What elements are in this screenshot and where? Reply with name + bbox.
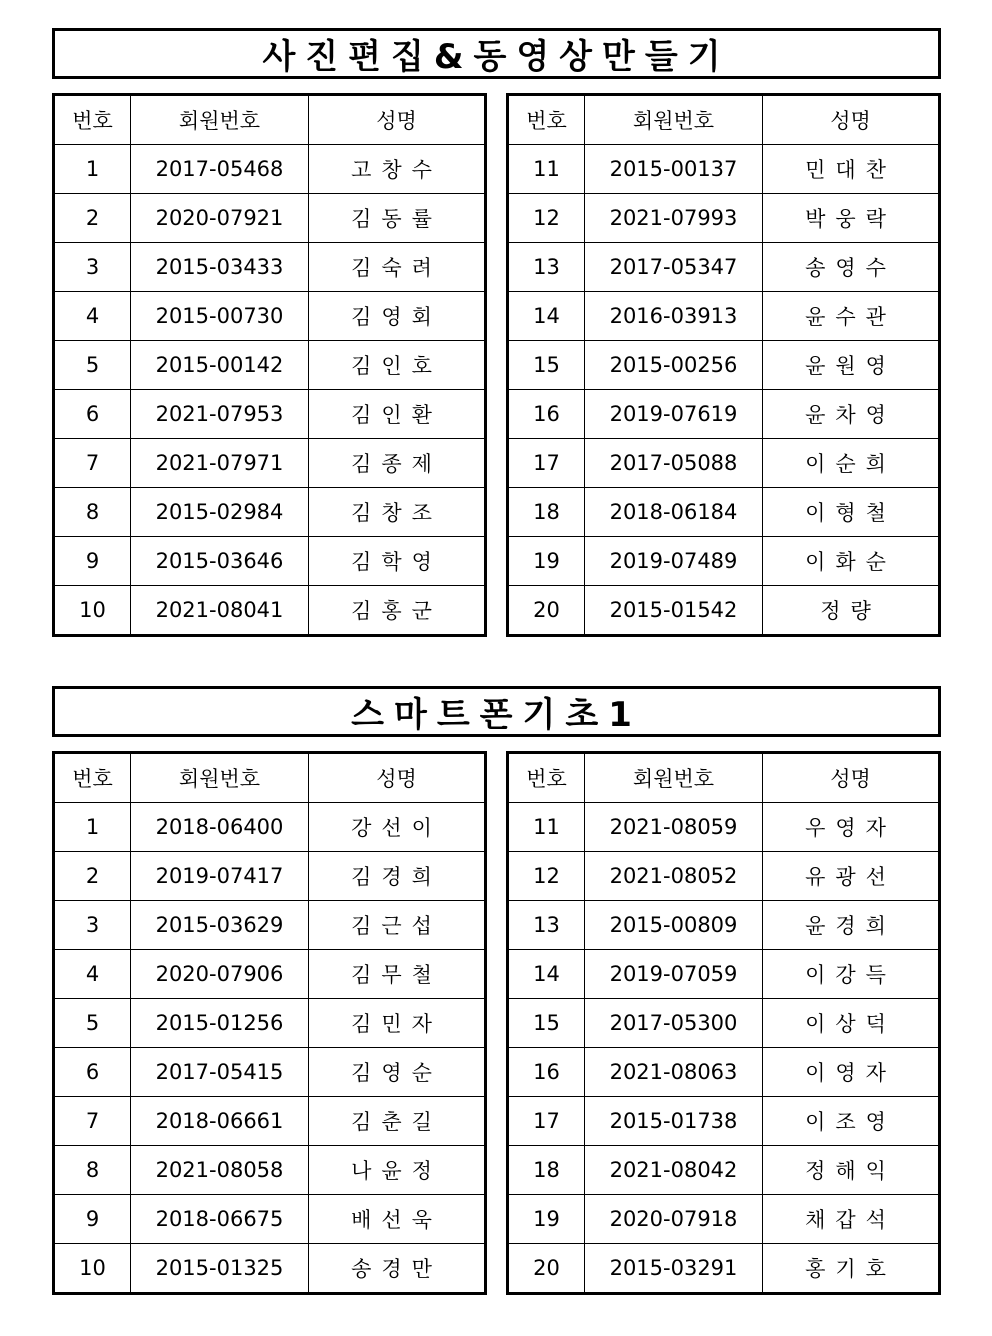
header-no: 번호 <box>54 753 131 803</box>
cell-name: 이상덕 <box>763 999 940 1048</box>
header-no: 번호 <box>54 95 131 145</box>
header-no: 번호 <box>508 95 585 145</box>
header-name: 성명 <box>309 753 486 803</box>
table-row <box>508 1244 940 1294</box>
cell-name: 송영수 <box>763 243 940 292</box>
cell-name: 윤수관 <box>763 292 940 341</box>
cell-name: 김동률 <box>309 194 486 243</box>
cell-member-id: 2017-05300 <box>585 999 763 1048</box>
cell-member-id: 2015-03433 <box>131 243 309 292</box>
cell-member-id: 2015-00142 <box>131 341 309 390</box>
table-row <box>508 194 940 243</box>
cell-member-id: 2018-06661 <box>131 1097 309 1146</box>
table-row <box>508 950 940 999</box>
table-row <box>508 439 940 488</box>
cell-no: 5 <box>54 999 131 1048</box>
table-row <box>54 1244 486 1294</box>
cell-no: 3 <box>54 901 131 950</box>
cell-name: 김종제 <box>309 439 486 488</box>
cell-name: 윤차영 <box>763 390 940 439</box>
cell-name: 김인환 <box>309 390 486 439</box>
cell-no: 11 <box>508 145 585 194</box>
cell-name: 채갑석 <box>763 1195 940 1244</box>
roster-tables <box>52 93 941 642</box>
cell-member-id: 2017-05415 <box>131 1048 309 1097</box>
cell-no: 5 <box>54 341 131 390</box>
cell-no: 3 <box>54 243 131 292</box>
cell-name: 배선욱 <box>309 1195 486 1244</box>
cell-member-id: 2015-02984 <box>131 488 309 537</box>
cell-no: 17 <box>508 439 585 488</box>
cell-member-id: 2017-05088 <box>585 439 763 488</box>
cell-member-id: 2015-00730 <box>131 292 309 341</box>
cell-no: 1 <box>54 145 131 194</box>
cell-no: 13 <box>508 901 585 950</box>
cell-member-id: 2017-05468 <box>131 145 309 194</box>
cell-member-id: 2015-00809 <box>585 901 763 950</box>
cell-name: 이형철 <box>763 488 940 537</box>
table-row <box>508 1097 940 1146</box>
cell-name: 민대찬 <box>763 145 940 194</box>
cell-name: 김학영 <box>309 537 486 586</box>
roster-table-left <box>52 751 487 1295</box>
cell-no: 6 <box>54 390 131 439</box>
cell-name: 김숙려 <box>309 243 486 292</box>
cell-no: 14 <box>508 950 585 999</box>
cell-name: 정해익 <box>763 1146 940 1195</box>
cell-no: 12 <box>508 852 585 901</box>
cell-name: 김무철 <box>309 950 486 999</box>
cell-member-id: 2021-08052 <box>585 852 763 901</box>
table-row <box>508 803 940 852</box>
table-row <box>508 1048 940 1097</box>
cell-name: 강선이 <box>309 803 486 852</box>
cell-no: 18 <box>508 1146 585 1195</box>
cell-member-id: 2020-07918 <box>585 1195 763 1244</box>
header-name: 성명 <box>763 95 940 145</box>
cell-member-id: 2018-06400 <box>131 803 309 852</box>
table-row <box>54 950 486 999</box>
table-row <box>508 145 940 194</box>
roster-table-right <box>506 751 941 1295</box>
table-header-row <box>508 95 940 145</box>
table-row <box>54 439 486 488</box>
cell-name: 김인호 <box>309 341 486 390</box>
table-row <box>54 1195 486 1244</box>
cell-no: 1 <box>54 803 131 852</box>
roster-table-right <box>506 93 941 637</box>
cell-name: 박웅락 <box>763 194 940 243</box>
cell-no: 2 <box>54 194 131 243</box>
cell-name: 유광선 <box>763 852 940 901</box>
cell-name: 김민자 <box>309 999 486 1048</box>
cell-member-id: 2015-01256 <box>131 999 309 1048</box>
cell-name: 이조영 <box>763 1097 940 1146</box>
cell-name: 우영자 <box>763 803 940 852</box>
cell-name: 홍기호 <box>763 1244 940 1294</box>
table-row <box>54 243 486 292</box>
cell-name: 김영회 <box>309 292 486 341</box>
cell-name: 나윤정 <box>309 1146 486 1195</box>
cell-member-id: 2018-06675 <box>131 1195 309 1244</box>
cell-member-id: 2021-07971 <box>131 439 309 488</box>
cell-member-id: 2019-07417 <box>131 852 309 901</box>
cell-no: 7 <box>54 439 131 488</box>
table-row <box>508 537 940 586</box>
table-row <box>54 1097 486 1146</box>
cell-no: 13 <box>508 243 585 292</box>
table-row <box>54 341 486 390</box>
cell-no: 18 <box>508 488 585 537</box>
cell-member-id: 2020-07921 <box>131 194 309 243</box>
table-header-row <box>508 753 940 803</box>
table-row <box>508 292 940 341</box>
header-name: 성명 <box>763 753 940 803</box>
cell-no: 8 <box>54 488 131 537</box>
roster-table-left <box>52 93 487 637</box>
cell-name: 윤경희 <box>763 901 940 950</box>
table-row <box>508 390 940 439</box>
cell-member-id: 2015-01325 <box>131 1244 309 1294</box>
cell-no: 8 <box>54 1146 131 1195</box>
cell-member-id: 2021-08059 <box>585 803 763 852</box>
cell-name: 이영자 <box>763 1048 940 1097</box>
cell-name: 김홍군 <box>309 586 486 636</box>
table-row <box>54 488 486 537</box>
table-header-row <box>54 95 486 145</box>
cell-member-id: 2015-03291 <box>585 1244 763 1294</box>
cell-member-id: 2019-07489 <box>585 537 763 586</box>
cell-member-id: 2021-08041 <box>131 586 309 636</box>
section-title: 사진편집&동영상만들기 <box>52 28 941 79</box>
table-row <box>54 292 486 341</box>
table-row <box>508 243 940 292</box>
cell-name: 김춘길 <box>309 1097 486 1146</box>
table-row <box>508 488 940 537</box>
class-section-photo-video <box>52 28 941 642</box>
table-row <box>508 1146 940 1195</box>
cell-name: 김경희 <box>309 852 486 901</box>
table-row <box>508 852 940 901</box>
cell-member-id: 2015-00256 <box>585 341 763 390</box>
table-row <box>54 390 486 439</box>
cell-no: 15 <box>508 999 585 1048</box>
table-row <box>54 194 486 243</box>
cell-member-id: 2019-07059 <box>585 950 763 999</box>
table-row <box>54 1146 486 1195</box>
section-title: 스마트폰기초1 <box>52 686 941 737</box>
header-member-id: 회원번호 <box>585 95 763 145</box>
cell-name: 윤원영 <box>763 341 940 390</box>
cell-member-id: 2021-08058 <box>131 1146 309 1195</box>
table-row <box>54 1048 486 1097</box>
cell-member-id: 2021-08042 <box>585 1146 763 1195</box>
table-row <box>508 999 940 1048</box>
cell-no: 10 <box>54 1244 131 1294</box>
cell-no: 7 <box>54 1097 131 1146</box>
cell-name: 이순희 <box>763 439 940 488</box>
cell-no: 16 <box>508 1048 585 1097</box>
cell-member-id: 2016-03913 <box>585 292 763 341</box>
class-section-smartphone-basics <box>52 686 941 1300</box>
cell-member-id: 2015-03629 <box>131 901 309 950</box>
table-row <box>54 145 486 194</box>
cell-no: 14 <box>508 292 585 341</box>
cell-no: 15 <box>508 341 585 390</box>
cell-no: 4 <box>54 292 131 341</box>
cell-no: 10 <box>54 586 131 636</box>
table-row <box>508 1195 940 1244</box>
cell-name: 김근섭 <box>309 901 486 950</box>
cell-no: 12 <box>508 194 585 243</box>
cell-name: 이강득 <box>763 950 940 999</box>
cell-member-id: 2021-07993 <box>585 194 763 243</box>
table-row <box>54 537 486 586</box>
cell-member-id: 2015-01542 <box>585 586 763 636</box>
table-header-row <box>54 753 486 803</box>
cell-no: 19 <box>508 1195 585 1244</box>
cell-no: 19 <box>508 537 585 586</box>
cell-no: 20 <box>508 586 585 636</box>
cell-no: 9 <box>54 1195 131 1244</box>
cell-name: 고창수 <box>309 145 486 194</box>
table-row <box>54 803 486 852</box>
cell-member-id: 2021-08063 <box>585 1048 763 1097</box>
cell-member-id: 2015-00137 <box>585 145 763 194</box>
cell-no: 9 <box>54 537 131 586</box>
header-name: 성명 <box>309 95 486 145</box>
cell-name: 이화순 <box>763 537 940 586</box>
table-row <box>508 341 940 390</box>
table-row <box>54 999 486 1048</box>
cell-member-id: 2021-07953 <box>131 390 309 439</box>
cell-no: 6 <box>54 1048 131 1097</box>
cell-member-id: 2017-05347 <box>585 243 763 292</box>
cell-no: 4 <box>54 950 131 999</box>
cell-member-id: 2015-03646 <box>131 537 309 586</box>
cell-name: 김창조 <box>309 488 486 537</box>
header-member-id: 회원번호 <box>131 95 309 145</box>
cell-no: 20 <box>508 1244 585 1294</box>
cell-member-id: 2019-07619 <box>585 390 763 439</box>
table-row <box>54 852 486 901</box>
table-row <box>508 586 940 636</box>
cell-no: 16 <box>508 390 585 439</box>
header-member-id: 회원번호 <box>585 753 763 803</box>
cell-member-id: 2018-06184 <box>585 488 763 537</box>
header-no: 번호 <box>508 753 585 803</box>
cell-no: 17 <box>508 1097 585 1146</box>
cell-member-id: 2020-07906 <box>131 950 309 999</box>
cell-name: 송경만 <box>309 1244 486 1294</box>
cell-no: 11 <box>508 803 585 852</box>
header-member-id: 회원번호 <box>131 753 309 803</box>
roster-tables <box>52 751 941 1300</box>
cell-name: 김영순 <box>309 1048 486 1097</box>
cell-member-id: 2015-01738 <box>585 1097 763 1146</box>
cell-name: 정량 <box>763 586 940 636</box>
table-row <box>508 901 940 950</box>
table-row <box>54 586 486 636</box>
cell-no: 2 <box>54 852 131 901</box>
table-row <box>54 901 486 950</box>
